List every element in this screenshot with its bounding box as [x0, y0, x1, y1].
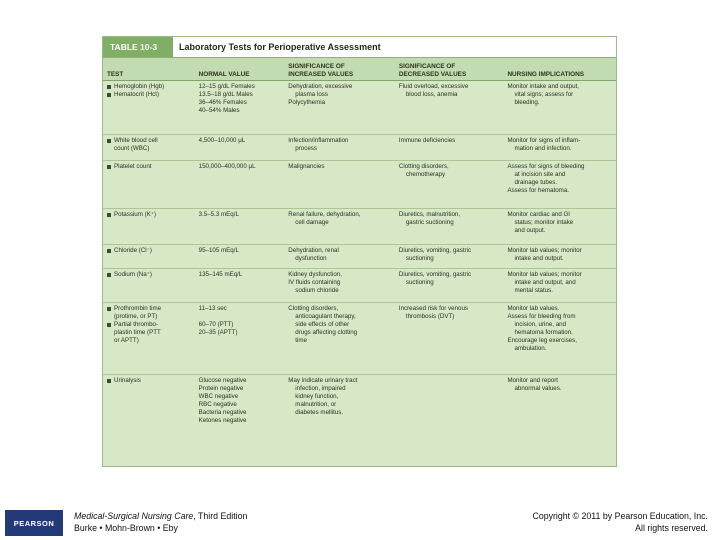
- test-name: [114, 271, 152, 279]
- cell-line: 95–105 mEq/L: [198, 247, 239, 254]
- pearson-logo: PEARSON: [5, 510, 63, 536]
- cell-line: Assess for signs of bleeding: [507, 163, 585, 170]
- header-increased-values: [284, 58, 395, 80]
- test-cell: [103, 161, 195, 208]
- table-row: [103, 135, 616, 161]
- cell-line: chemotherapy: [405, 171, 446, 178]
- test-name-line: or APTT): [114, 337, 139, 344]
- table-row: [103, 245, 616, 269]
- header-nursing-implications: NURSING IMPLICATIONS: [507, 70, 585, 78]
- decreased-values-cell: [395, 81, 504, 134]
- normal-value-cell: [195, 375, 285, 465]
- cell-line: Assess for hematoma.: [507, 187, 569, 194]
- cell-line: Monitor lab values; monitor: [507, 247, 582, 254]
- book-edition: , Third Edition: [193, 511, 248, 521]
- test-item: [107, 163, 192, 171]
- copyright-notice: [532, 510, 708, 534]
- test-cell: [103, 303, 195, 374]
- test-name-line: Sodium (Na⁺): [114, 271, 152, 278]
- cell-line: 13.5–18 g/dL Males: [198, 91, 253, 98]
- test-name-line: Platelet count: [114, 163, 152, 170]
- cell-line: Immune deficiencies: [398, 137, 456, 144]
- book-authors: Burke • Mohn-Brown • Eby: [74, 523, 178, 533]
- cell-line: vital signs; assess for: [514, 91, 574, 98]
- lab-tests-table: [102, 36, 617, 467]
- bullet-square-icon: [107, 85, 111, 89]
- increased-values-cell: [284, 161, 395, 208]
- normal-value-cell: [195, 135, 285, 160]
- cell-line: 135–145 mEq/L: [198, 271, 243, 278]
- cell-line: 40–54% Males: [198, 107, 240, 114]
- cell-line: sodium chloride: [295, 287, 339, 294]
- test-name-line: Urinalysis: [114, 377, 141, 384]
- test-name: [114, 247, 152, 255]
- nursing-implications-cell: [503, 269, 616, 302]
- bullet-square-icon: [107, 213, 111, 217]
- cell-line: Infection/inflammation: [288, 137, 349, 144]
- header-decreased-values: [395, 58, 504, 80]
- nursing-implications-cell: [503, 81, 616, 134]
- cell-line: at incision site and: [514, 171, 566, 178]
- table-title-bar: [103, 37, 616, 58]
- increased-values-cell: [284, 375, 395, 465]
- test-cell: [103, 245, 195, 268]
- cell-line: Protein negative: [198, 385, 244, 392]
- cell-line: 11–13 sec: [198, 305, 227, 312]
- decreased-values-cell: [395, 161, 504, 208]
- nursing-implications-cell: [503, 135, 616, 160]
- cell-line: Assess for bleeding from: [507, 313, 576, 320]
- test-cell: [103, 375, 195, 465]
- table-body: [103, 81, 616, 465]
- cell-line: Monitor lab values; monitor: [507, 271, 582, 278]
- table-row: [103, 161, 616, 209]
- normal-value-cell: [195, 81, 285, 134]
- test-name-line: plastin time (PTT: [114, 329, 161, 336]
- cell-line: Dehydration, excessive: [288, 83, 353, 90]
- cell-line: RBC negative: [198, 401, 237, 408]
- book-info: [74, 510, 247, 534]
- cell-line: thrombosis (DVT): [405, 313, 455, 320]
- test-name: [114, 211, 156, 219]
- cell-line: 150,000–400,000 μL: [198, 163, 256, 170]
- header-line: SIGNIFICANCE OF: [288, 63, 345, 70]
- decreased-values-cell: [395, 245, 504, 268]
- increased-values-cell: [284, 81, 395, 134]
- table-title: Laboratory Tests for Perioperative Assessment: [173, 37, 616, 57]
- test-name-line: Prothrombin time: [114, 305, 162, 312]
- cell-line: 4,500–10,000 μL: [198, 137, 246, 144]
- nursing-implications-cell: [503, 161, 616, 208]
- test-name: [114, 377, 141, 385]
- nursing-implications-cell: [503, 375, 616, 465]
- cell-line: Kidney dysfunction,: [288, 271, 342, 278]
- book-title: Medical-Surgical Nursing Care: [74, 511, 194, 521]
- test-item: [107, 91, 192, 99]
- cell-line: kidney function,: [295, 393, 339, 400]
- cell-line: time: [295, 337, 307, 344]
- cell-line: [199, 313, 282, 321]
- cell-line: hematoma formation.: [514, 329, 573, 336]
- cell-line: IV fluids containing: [288, 279, 341, 286]
- copyright-line-1: Copyright © 2011 by Pearson Education, Inc.: [532, 511, 708, 521]
- cell-line: Malignancies: [288, 163, 325, 170]
- cell-line: Clotting disorders,: [288, 305, 339, 312]
- test-item: [107, 271, 192, 279]
- cell-line: bleeding.: [514, 99, 540, 106]
- normal-value-cell: [195, 209, 285, 244]
- test-name-line: Potassium (K⁺): [114, 211, 157, 218]
- increased-values-cell: [284, 269, 395, 302]
- test-name: [114, 305, 161, 321]
- test-item: [107, 377, 192, 385]
- test-name-line: Hematocrit (Hct): [114, 91, 160, 98]
- test-name-line: Partial thrombo-: [114, 321, 159, 328]
- test-name-line: Hemoglobin (Hgb): [114, 83, 165, 90]
- bullet-square-icon: [107, 323, 111, 327]
- cell-line: Monitor cardiac and GI: [507, 211, 571, 218]
- cell-line: malnutrition, or: [295, 401, 337, 408]
- cell-line: Monitor and report: [507, 377, 558, 384]
- cell-line: mental status.: [514, 287, 553, 294]
- cell-line: Monitor intake and output,: [507, 83, 579, 90]
- cell-line: diabetes mellitus.: [295, 409, 344, 416]
- decreased-values-cell: [395, 209, 504, 244]
- cell-line: Dehydration, renal: [288, 247, 339, 254]
- table-row: [103, 303, 616, 375]
- cell-line: Clotting disorders,: [398, 163, 449, 170]
- cell-line: cell damage: [295, 219, 329, 226]
- test-name: [114, 137, 158, 153]
- test-item: [107, 83, 192, 91]
- cell-line: 36–46% Females: [198, 99, 247, 106]
- header-line: INCREASED VALUES: [288, 70, 354, 78]
- increased-values-cell: [284, 135, 395, 160]
- decreased-values-cell: [395, 375, 504, 465]
- slide-footer: [0, 504, 720, 540]
- cell-line: suctioning: [405, 279, 434, 286]
- cell-line: Fluid overload, excessive: [398, 83, 469, 90]
- test-name-line: (protime, or PT): [114, 313, 158, 320]
- cell-line: 3.5–5.3 mEq/L: [198, 211, 239, 218]
- test-name: [114, 163, 152, 171]
- cell-line: Monitor for signs of inflam-: [507, 137, 581, 144]
- decreased-values-cell: [395, 303, 504, 374]
- decreased-values-cell: [395, 135, 504, 160]
- normal-value-cell: [195, 303, 285, 374]
- cell-line: 20–35 (APTT): [198, 329, 238, 336]
- test-item: [107, 211, 192, 219]
- test-name-line: Chloride (Cl⁻): [114, 247, 152, 254]
- bullet-square-icon: [107, 139, 111, 143]
- cell-line: abnormal values.: [514, 385, 562, 392]
- cell-line: Glucose negative: [198, 377, 247, 384]
- cell-line: anticoagulant therapy,: [295, 313, 356, 320]
- cell-line: Ketones negative: [198, 417, 247, 424]
- header-line: DECREASED VALUES: [398, 70, 467, 78]
- cell-line: Increased risk for venous: [398, 305, 468, 312]
- table-row: [103, 269, 616, 303]
- test-cell: [103, 135, 195, 160]
- header-line: SIGNIFICANCE OF: [398, 63, 456, 70]
- table-header-row: [103, 58, 616, 81]
- test-cell: [103, 269, 195, 302]
- cell-line: plasma loss: [295, 91, 328, 98]
- cell-line: infection, impaired: [295, 385, 346, 392]
- normal-value-cell: [195, 269, 285, 302]
- cell-line: WBC negative: [198, 393, 239, 400]
- increased-values-cell: [284, 209, 395, 244]
- cell-line: drainage tubes.: [514, 179, 558, 186]
- cell-line: Bacteria negative: [198, 409, 247, 416]
- cell-line: Monitor lab values.: [507, 305, 560, 312]
- header-normal-value: NORMAL VALUE: [198, 70, 250, 78]
- cell-line: suctioning: [405, 255, 434, 262]
- cell-line: mation and infection.: [514, 145, 572, 152]
- cell-line: Encourage leg exercises,: [507, 337, 577, 344]
- bullet-square-icon: [107, 165, 111, 169]
- bullet-square-icon: [107, 307, 111, 311]
- cell-line: status; monitor intake: [514, 219, 574, 226]
- increased-values-cell: [284, 303, 395, 374]
- table-row: [103, 209, 616, 245]
- cell-line: side effects of other: [295, 321, 350, 328]
- test-name: [114, 321, 161, 345]
- nursing-implications-cell: [503, 209, 616, 244]
- nursing-implications-cell: [503, 245, 616, 268]
- book-title-line: [74, 510, 247, 522]
- cell-line: Diuretics, malnutrition,: [398, 211, 461, 218]
- decreased-values-cell: [395, 269, 504, 302]
- test-item: [107, 321, 192, 345]
- test-item: [107, 247, 192, 255]
- cell-line: dysfunction: [295, 255, 327, 262]
- cell-line: and output.: [514, 227, 546, 234]
- normal-value-cell: [195, 245, 285, 268]
- test-name: [114, 83, 164, 91]
- test-name-line: White blood cell: [114, 137, 158, 144]
- increased-values-cell: [284, 245, 395, 268]
- bullet-square-icon: [107, 93, 111, 97]
- test-cell: [103, 81, 195, 134]
- normal-value-cell: [195, 161, 285, 208]
- table-row: [103, 81, 616, 135]
- cell-line: May indicate urinary tract: [288, 377, 358, 384]
- test-item: [107, 137, 192, 153]
- cell-line: incision, urine, and: [514, 321, 567, 328]
- copyright-line-2: All rights reserved.: [635, 523, 708, 533]
- cell-line: 12–15 g/dL Females: [198, 83, 255, 90]
- cell-line: Renal failure, dehydration,: [288, 211, 361, 218]
- bullet-square-icon: [107, 273, 111, 277]
- cell-line: blood loss, anemia: [405, 91, 458, 98]
- table-row: [103, 375, 616, 465]
- cell-line: drugs affecting clotting: [295, 329, 358, 336]
- test-cell: [103, 209, 195, 244]
- cell-line: 60–70 (PTT): [198, 321, 234, 328]
- cell-line: gastric suctioning: [405, 219, 454, 226]
- bullet-square-icon: [107, 249, 111, 253]
- cell-line: Polycythemia: [288, 99, 326, 106]
- test-name: [114, 91, 159, 99]
- cell-line: intake and output.: [514, 255, 564, 262]
- header-test: TEST: [107, 70, 124, 78]
- cell-line: Diuretics, vomiting, gastric: [398, 271, 472, 278]
- test-name-line: count (WBC): [114, 145, 150, 152]
- cell-line: Diuretics, vomiting, gastric: [398, 247, 472, 254]
- nursing-implications-cell: [503, 303, 616, 374]
- cell-line: intake and output, and: [514, 279, 576, 286]
- bullet-square-icon: [107, 379, 111, 383]
- cell-line: ambulation.: [514, 345, 547, 352]
- test-item: [107, 305, 192, 321]
- cell-line: process: [295, 145, 317, 152]
- table-number-label: TABLE 10-3: [103, 37, 173, 57]
